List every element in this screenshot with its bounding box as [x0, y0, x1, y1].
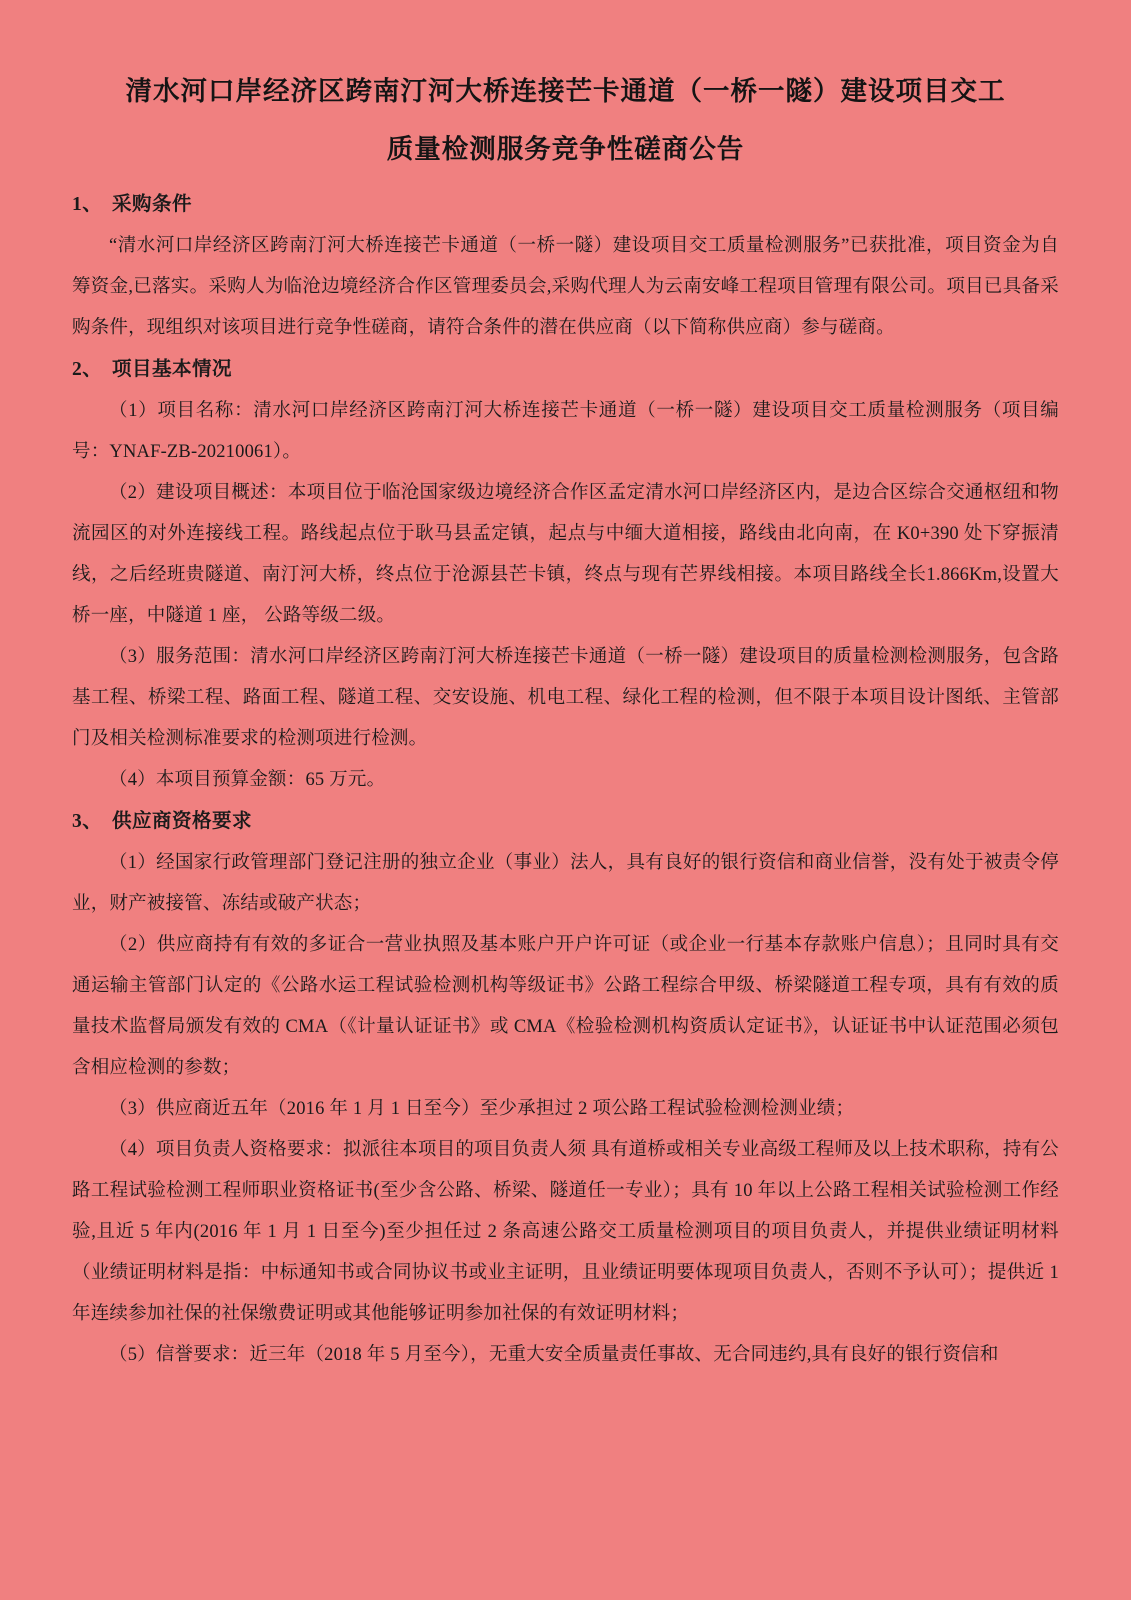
section-3-paragraph-3: （3）供应商近五年（2016 年 1 月 1 日至今）至少承担过 2 项公路工程试验检测检测业绩；	[109, 1099, 855, 1119]
section-3-paragraph-1: （1）经国家行政管理部门登记注册的独立企业（事业）法人，具有良好的银行资信和商业信誉，没有处于被责令停业，财产被接管、冻结或破产状态；	[72, 853, 1059, 914]
section-2-number: 2、	[72, 359, 103, 380]
section-1-heading	[72, 184, 1059, 226]
section-3-number: 3、	[72, 811, 103, 832]
section-2-paragraph-4: （4）本项目预算金额：65 万元。	[109, 770, 386, 790]
section-1-title: 采购条件	[112, 194, 193, 215]
section-3-heading	[72, 801, 1059, 843]
section-2-heading	[72, 349, 1059, 391]
section-2-paragraph-2: （2）建设项目概述：本项目位于临沧国家级边境经济合作区孟定清水河口岸经济区内，是边合区综合交通枢纽和物流园区的对外连接线工程。路线起点位于耿马县孟定镇，起点与中缅大道相接，路线由北向南，在 K0+390 处下穿振清线，之后经班贵隧道、南汀河大桥，终点位于沧源县芒卡镇，终点与现有芒界线相接。本项目路线全长1.866Km,设置大桥一座，中隧道 1 座， 公路等级二级。	[72, 483, 1059, 626]
section-2-paragraph-3: （3）服务范围：清水河口岸经济区跨南汀河大桥连接芒卡通道（一桥一隧）建设项目的质量检测检测服务，包含路基工程、桥梁工程、路面工程、隧道工程、交安设施、机电工程、绿化工程的检测，但不限于本项目设计图纸、主管部门及相关检测标准要求的检测项进行检测。	[72, 647, 1059, 749]
page-title-line-2: 质量检测服务竞争性磋商公告	[386, 134, 745, 164]
page-title	[72, 62, 1059, 178]
section-3-title: 供应商资格要求	[112, 811, 253, 832]
page-title-line-1: 清水河口岸经济区跨南汀河大桥连接芒卡通道（一桥一隧）建设项目交工	[125, 76, 1006, 106]
section-3-paragraph-5: （5）信誉要求：近三年（2018 年 5 月至今），无重大安全质量责任事故、无合同违约,具有良好的银行资信和	[109, 1345, 999, 1365]
section-2-title: 项目基本情况	[112, 359, 233, 380]
section-3-paragraph-2: （2）供应商持有有效的多证合一营业执照及基本账户开户许可证（或企业一行基本存款账户信息）；且同时具有交通运输主管部门认定的《公路水运工程试验检测机构等级证书》公路工程综合甲级、桥梁隧道工程专项，具有有效的质量技术监督局颁发有效的 CMA（《计量认证证书》或 CMA《检验检测机构资质认定证书》，认证证书中认证范围必须包含相应检测的参数；	[72, 935, 1059, 1078]
section-2-paragraph-1: （1）项目名称：清水河口岸经济区跨南汀河大桥连接芒卡通道（一桥一隧）建设项目交工质量检测服务（项目编号：YNAF-ZB-20210061）。	[72, 401, 1059, 462]
section-2	[72, 349, 1059, 801]
section-3-paragraph-4: （4）项目负责人资格要求：拟派往本项目的项目负责人须 具有道桥或相关专业高级工程师及以上技术职称，持有公路工程试验检测工程师职业资格证书(至少含公路、桥梁、隧道任一专业）；具有 10 年以上公路工程相关试验检测工作经验,且近 5 年内(2016 年 1 月 1 日至今)至少担任过 2 条高速公路交工质量检测项目的项目负责人，并提供业绩证明材料（业绩证明材料是指：中标通知书或合同协议书或业主证明，且业绩证明要体现项目负责人，否则不予认可）；提供近 1 年连续参加社保的社保缴费证明或其他能够证明参加社保的有效证明材料；	[72, 1140, 1059, 1324]
section-1-paragraph-1: “清水河口岸经济区跨南汀河大桥连接芒卡通道（一桥一隧）建设项目交工质量检测服务”已获批准，项目资金为自筹资金,已落实。采购人为临沧边境经济合作区管理委员会,采购代理人为云南安峰工程项目管理有限公司。项目已具备采购条件，现组织对该项目进行竞争性磋商，请符合条件的潜在供应商（以下简称供应商）参与磋商。	[72, 236, 1059, 338]
section-1	[72, 184, 1059, 349]
section-1-number: 1、	[72, 194, 103, 215]
section-3	[72, 801, 1059, 1376]
